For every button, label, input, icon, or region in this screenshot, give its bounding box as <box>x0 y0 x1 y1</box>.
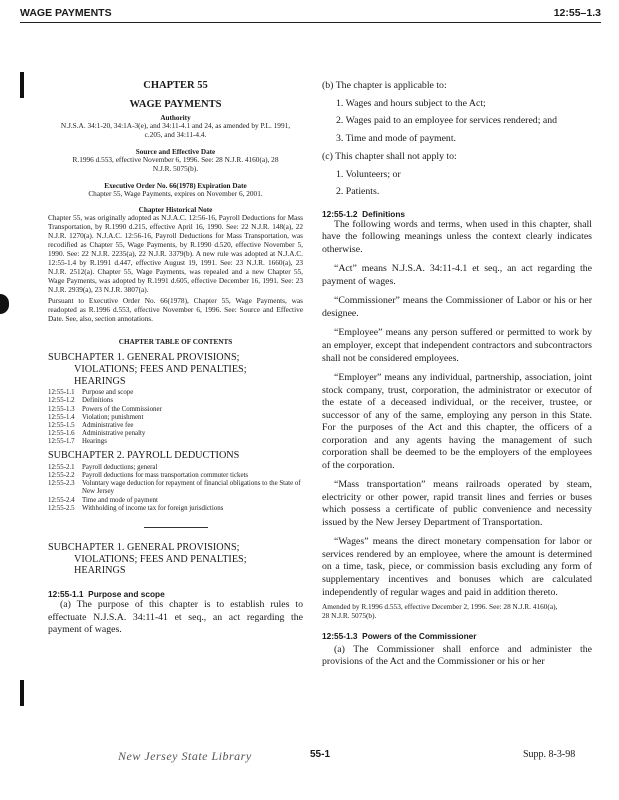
toc-entry[interactable]: 12:55-2.1 Payroll deductions; general <box>48 464 158 471</box>
header-title: WAGE PAYMENTS <box>20 7 112 19</box>
toc-list <box>48 464 303 513</box>
toc-heading: CHAPTER TABLE OF CONTENTS <box>118 338 233 347</box>
definition-mass-transportation: “Mass transportation” means railroads operated by steam, electricity or other power, rapid transit lines and ferries or buses which possess a certificate of public convenience and necessity issued by the New Jersey Department of Transportation. <box>322 479 592 528</box>
source-heading: Source and Effective Date <box>135 147 216 156</box>
toc-subchapter-title: SUBCHAPTER 2. PAYROLL DEDUCTIONS <box>48 450 240 462</box>
definitions-intro: The following words and terms, when used in this chapter, shall have the following meanings unless the context clearly indicates otherwise. <box>322 218 592 255</box>
page-number: 55-1 <box>310 749 331 760</box>
history-paragraph-1: Chapter 55, was originally adopted as N.J.A.C. 12:56-16, Payroll Deductions for Mass Transportation, by R.1990 d.215, effective April 16, 1990. See: 22 N.J.R. 148(a), 22 N.J.R. 1270(a). N.J.A.C. 12:56-16, Payroll Deductions for Mass Transportation, was recodified as Chapter 55, Wage Payments, by R.1990 d.520, effective November 5, 1990. See: 22 N.J.R. 2235(a), 22 N.J.R. 3379(b). A new rule was adopted at N.J.A.C. 12:55-1.4 by R.1991 d.447, effective August 19, 1991. See: 23 N.J.R. 1660(a), 23 N.J.R. 2512(a). Chapter 55, Wage Payments, was repealed and a new Chapter 55, Wage Payments, was adopted by R.1991 d.605, effective December 16, 1991. See: 23 N.J.R. 2939(a), 23 N.J.R. 3807(a). <box>48 213 303 294</box>
section-12-55-1-3-a: (a) The Commissioner shall enforce and administer the provisions of the Act and the Commissioner or his or her <box>322 643 592 668</box>
applicability-intro: (b) The chapter is applicable to: <box>322 80 447 91</box>
authority-heading: Authority <box>160 114 191 122</box>
history-heading: Chapter Historical Note <box>138 206 213 215</box>
applicability-item: 1. Wages and hours subject to the Act; <box>336 97 486 109</box>
revision-bar-top <box>20 72 24 98</box>
toc-entry[interactable]: 12:55-1.7 Hearings <box>48 438 107 446</box>
history-paragraph-2: Pursuant to Executive Order No. 66(1978), Chapter 55, Wage Payments, was readopted as R.1996 d.553, effective November 6, 1996. See: Source and Effective Date. See, also, section annotations. <box>48 296 303 324</box>
toc-entry[interactable]: 12:55-2.5 Withholding of income tax for foreign jurisdictions <box>48 504 224 512</box>
toc-entry[interactable]: 12:55-1.4 Violation; punishment <box>48 413 144 421</box>
section-12-55-1-1-heading: 12:55-1.1 Purpose and scope <box>48 589 165 599</box>
toc-list <box>48 389 162 446</box>
toc-entry[interactable]: 12:55-1.1 Purpose and scope <box>48 389 134 397</box>
applicability-item: 2. Wages paid to an employee for services rendered; and <box>336 115 558 127</box>
source-text: R.1996 d.553, effective November 6, 1996. See: 28 N.J.R. 4160(a), 28 N.J.R. 5075(b). <box>72 154 279 173</box>
exclusions-intro: (c) This chapter shall not apply to: <box>322 151 457 163</box>
definition-wages: “Wages” means the direct monetary compensation for labor or services rendered by an employee, where the amount is determined on a time, task, piece, or commission basis excluding any form of supplementary incentives and bonuses which are calculated independently of regular wages and paid in addition thereto. <box>322 536 592 598</box>
applicability-item: 3. Time and mode of payment. <box>336 132 457 144</box>
toc-entry[interactable]: 12:55-2.4 Time and mode of payment <box>48 496 158 504</box>
header-section-range: 12:55–1.3 <box>553 7 601 19</box>
revision-bar-bottom <box>20 680 24 706</box>
toc-entry[interactable]: 12:55-1.2 Definitions <box>48 397 114 405</box>
definition-employee: “Employee” means any person suffered or permitted to work by an employer, except that independent contractors and subcontractors shall not be considered employees. <box>322 327 592 364</box>
section-12-55-1-2-heading: 12:55-1.2 Definitions <box>322 208 406 219</box>
right-column <box>322 80 592 669</box>
supplement-date: Supp. 8-3-98 <box>523 749 576 760</box>
definition-act: “Act” means N.J.S.A. 34:11-4.1 et seq., an act regarding the payment of wages. <box>322 263 592 287</box>
chapter-title: WAGE PAYMENTS <box>129 99 222 110</box>
exclusion-item: 2. Patients. <box>336 186 380 198</box>
section-12-55-1-3-heading: 12:55-1.3 Powers of the Commissioner <box>322 630 477 641</box>
toc-entry[interactable]: 12:55-2.2 Payroll deductions for mass transportation commuter tickets <box>48 472 249 480</box>
definition-employer: “Employer” means any individual, partnership, association, joint stock company, trust, corporation, the administrator or executor of the estate of a deceased individual, or the receiver, trustee, or successor of any of the same, employing any person in this State. For the purposes of the Act and this chapter, the officers of a corporation and any agents having the management of such corporation shall be deemed to be the employers of the employees of the corporation. <box>322 372 592 471</box>
exec-order-heading: Executive Order No. 66(1978) Expiration Date <box>104 181 247 190</box>
subchapter-1-heading: SUBCHAPTER 1. GENERAL PROVISIONS; VIOLATIONS; FEES AND PENALTIES; HEARINGS <box>48 541 247 577</box>
left-column <box>48 80 303 637</box>
toc-entry[interactable]: 12:55-2.3 Voluntary wage deduction for repayment of financial obligations to the State of New Jersey <box>48 480 301 496</box>
definition-commissioner: “Commissioner” means the Commissioner of Labor or his or her designee. <box>322 295 592 319</box>
binder-tab-mark <box>0 294 9 314</box>
toc-entry[interactable]: 12:55-1.5 Administrative fee <box>48 421 134 429</box>
amendment-note: Amended by R.1996 d.553, effective December 2, 1996. See: 28 N.J.R. 4160(a), 28 N.J.R. 5075(b). <box>322 602 558 620</box>
toc-subchapter-1 <box>48 352 303 446</box>
exec-order-text: Chapter 55, Wage Payments, expires on November 6, 2001. <box>88 188 263 198</box>
section-divider <box>144 527 208 528</box>
toc-subchapter-title: SUBCHAPTER 1. GENERAL PROVISIONS; VIOLATIONS; FEES AND PENALTIES; HEARINGS <box>48 352 247 387</box>
library-watermark: New Jersey State Library <box>118 749 252 763</box>
toc-entry[interactable]: 12:55-1.6 Administrative penalty <box>48 430 146 437</box>
exclusion-item: 1. Volunteers; or <box>336 168 401 180</box>
section-12-55-1-1-a: (a) The purpose of this chapter is to establish rules to effectuate N.J.S.A. 34:11-41 et seq., an act regarding the payment of wages. <box>48 599 303 636</box>
running-header <box>20 4 601 23</box>
toc-subchapter-2 <box>48 450 303 513</box>
chapter-number: CHAPTER 55 <box>143 80 208 91</box>
toc-entry[interactable]: 12:55-1.3 Powers of the Commissioner <box>48 405 162 413</box>
authority-text: N.J.S.A. 34:1-20, 34:1A-3(e), and 34:11-4.1 and 24, as amended by P.L. 1991, c.205, and 34:11-4.4. <box>60 121 291 139</box>
